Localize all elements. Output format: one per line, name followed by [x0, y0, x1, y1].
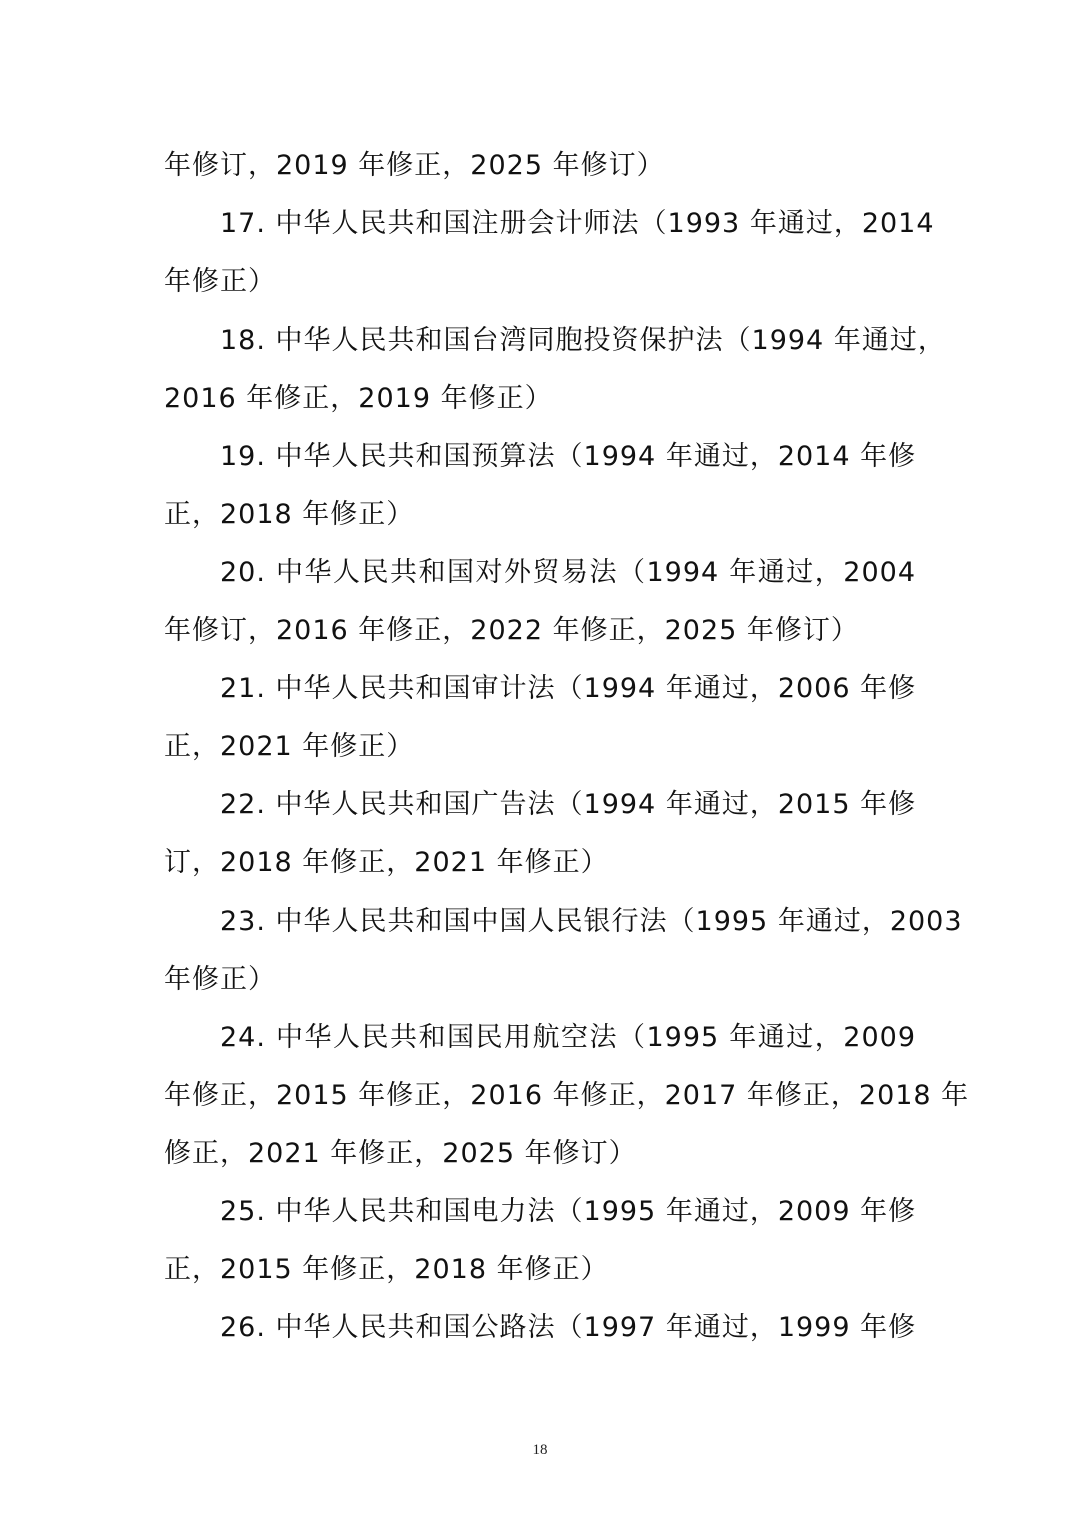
text-line: 修正，2021 年修正，2025 年修订） — [164, 1138, 637, 1169]
text-line: 年修订，2019 年修正，2025 年修订） — [164, 150, 665, 181]
list-item-21: 21. 中华人民共和国审计法（1994 年通过，2006 年修 — [220, 673, 917, 704]
text-line: 正，2015 年修正，2018 年修正） — [164, 1254, 609, 1285]
list-item-25: 25. 中华人民共和国电力法（1995 年通过，2009 年修 — [220, 1196, 917, 1227]
list-item-22: 22. 中华人民共和国广告法（1994 年通过，2015 年修 — [220, 789, 917, 820]
text-line: 订，2018 年修正，2021 年修正） — [164, 847, 609, 878]
list-item-17: 17. 中华人民共和国注册会计师法（1993 年通过，2014 — [220, 208, 935, 239]
text-line: 年修正） — [164, 964, 276, 995]
text-line: 年修正，2015 年修正，2016 年修正，2017 年修正，2018 年 — [164, 1080, 970, 1111]
list-item-18: 18. 中华人民共和国台湾同胞投资保护法（1994 年通过， — [220, 325, 946, 356]
text-line: 2016 年修正，2019 年修正） — [164, 383, 553, 414]
text-line: 正，2021 年修正） — [164, 731, 415, 762]
list-item-20: 20. 中华人民共和国对外贸易法（1994 年通过，2004 — [220, 557, 916, 588]
text-line: 年修订，2016 年修正，2022 年修正，2025 年修订） — [164, 615, 859, 646]
list-item-19: 19. 中华人民共和国预算法（1994 年通过，2014 年修 — [220, 441, 917, 472]
page-number: 18 — [532, 1442, 548, 1458]
list-item-26: 26. 中华人民共和国公路法（1997 年通过，1999 年修 — [220, 1312, 917, 1343]
list-item-23: 23. 中华人民共和国中国人民银行法（1995 年通过，2003 — [220, 906, 963, 937]
text-line: 年修正） — [164, 266, 276, 297]
list-item-24: 24. 中华人民共和国民用航空法（1995 年通过，2009 — [220, 1022, 916, 1053]
text-line: 正，2018 年修正） — [164, 499, 415, 530]
